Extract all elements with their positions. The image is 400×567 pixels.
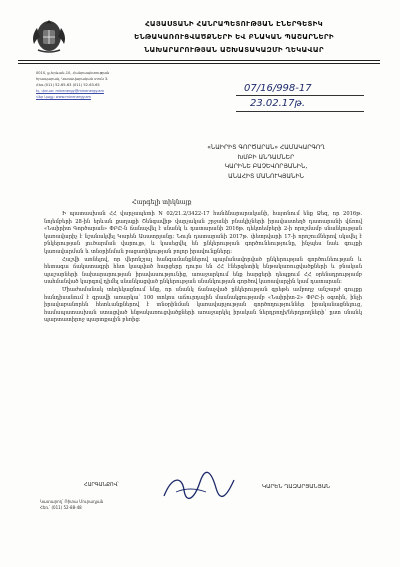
handwritten-reference-number: 07/16/998-17 [244,83,312,94]
address-email-link[interactable]: Էլ. փոստ: minenergy@minenergy.am [36,89,104,93]
addressee-line-3: ԿԱՐԻՆԵ ԲԱՉԵՎՈՐՅԱՆԻՆ, [224,163,308,170]
executor-name: Կատարող՝ Ռիտա Մուրադյան [40,499,104,504]
body-paragraph-2: Հաշվի առնելով, որ վերոնշյալ հանգամանքներով պայմանավորված ընկերության գործունեության և հետագա ճակատագրի հետ կապված հարցերը դուրս են ՀՀ էներգետիկ ենթակառուցվածքների և բնական պաշարների նախարարության իրավասությունից, առաջարկում ենք հարցերի դեպքում ՀՀ օրենսդրությամբ սահմանված կարգով դիմել սնանկացված ընկերության սնանկության գործով կառավարչին կամ դատարան: [44,256,362,286]
executor-block [40,499,103,511]
body-paragraph-1: Ի պատասխան ՀՀ վարչապետի N 02/21.2/3422-17 հանձնարարականի, հայտնում ենք Ձեզ, որ 2016թ. նոյեմբերի 28-ին երևան քաղաքի Շենգավիթ վարչական շրջանի բնակիչների իրավաստեղծ դատարանի վճռով «Նաիրիտ Գործարան» ՓԲԸ-ն ճանաչվել է սնանկ և դատարանի 2016թ. դեկտեմբերի 2-ի որոշմամբ սնանկության կառավարիչ է նշանակվել Կարեն Ասատրյանը: Նույն դատարանի 2017թ. փետրվարի 17-ի որոշումներով սկսվել է բնկերության լուծարման վարույթ, և կասեցվել են ընկերության գործունեությունը, ինչպես նաև գույքի կառավարման և տնօրինման բացառիկության բոլոր իրավունքները: [44,211,362,255]
addressee-line-4: ԱՆԱՀԻՏ ՄԱՆՈՒԿՅԱՆԻՆ [228,172,304,180]
handwritten-signature [160,470,238,504]
letterhead-line-1: ՀԱՅԱՍՏԱՆԻ ՀԱՆՐԱՊԵՏՈՒԹՅԱՆ ԷՆԵՐԳԵՏԻԿ [145,20,323,28]
body-paragraph-3: Միաժամանակ տեղեկացնում ենք, որ սնանկ ճանաչված ընկերության գրեթե ամբողջ անշարժ գույքը հանդիսանում է գրավի առարկա՝ 100 տոկոս աճուրդային մասնակցությամբ «Նաիրիտ-2» ՓԲԸ-ի օգտին, ինչի իրավաբանորեն հետևանքներով է տնօրինման կառավարչության գործողություններ իրականացնելուց, համապատասխան ստացված ենթակառուցվածքների առաջարկել իրական ներդրողի/ներդրողների՝ ըստ սնանկ պարտատիրոջ պարտքային բեռից: [44,286,362,324]
addressee-line-2: ԽՄԲԻ ԱՆԴԱՄՆԵՐ [237,153,295,161]
closing-phrase: ՀԱՐԳԱՆՔՈՎ՝ [84,482,119,488]
addressee-line-1: «ՆԱԻՐԻՏ ԳՈՐԾԱՐԱՆ» ՀԱՄԱԿԱՐԳՈՂ [207,144,325,151]
salutation: Հարգելի տիկնայք [132,199,192,206]
handwritten-date: 23.02.17թ. [250,98,306,109]
letterhead-line-3: ՆԱԽԱՐԱՐՈՒԹՅԱՆ ԱՇԽԱՏԱԿԱԶՄԻ ՂԵԿԱՎԱՐ [144,46,324,54]
address-web-link[interactable]: Վեբ կայք: www.minenergy.am [36,95,92,99]
address-line-2: հրապարակ, Կառավարական տուն 3. [36,77,109,81]
letterhead-rule-thin [18,63,380,64]
reference-number-underline [236,95,364,96]
addressee-block [176,143,356,181]
coat-of-arms-emblem [28,14,70,56]
date-underline [236,111,364,112]
sender-address-block [36,70,109,100]
executor-phone: Հեռ.՝ (011) 52-88-48 [40,505,82,510]
letterhead-line-2: ԵՆԹԱԿԱՌՈՒՑՎԱԾՔՆԵՐԻ ԵՎ ԲՆԱԿԱՆ ՊԱՇԱՐՆԵՐԻ [134,33,334,41]
address-line-1: 0010, ք.Երևան-10, Հանրապետության [36,71,110,75]
letterhead-rule-thick [18,60,380,61]
address-phone: Հեռ.(011) 52-65-63 (011) 52-63-65 [36,83,100,87]
letter-body [44,211,362,325]
signatory-name: ԿԱՐԵՆ ՂԱԶԱՐՅԱՆՅԱՆ [262,484,331,490]
